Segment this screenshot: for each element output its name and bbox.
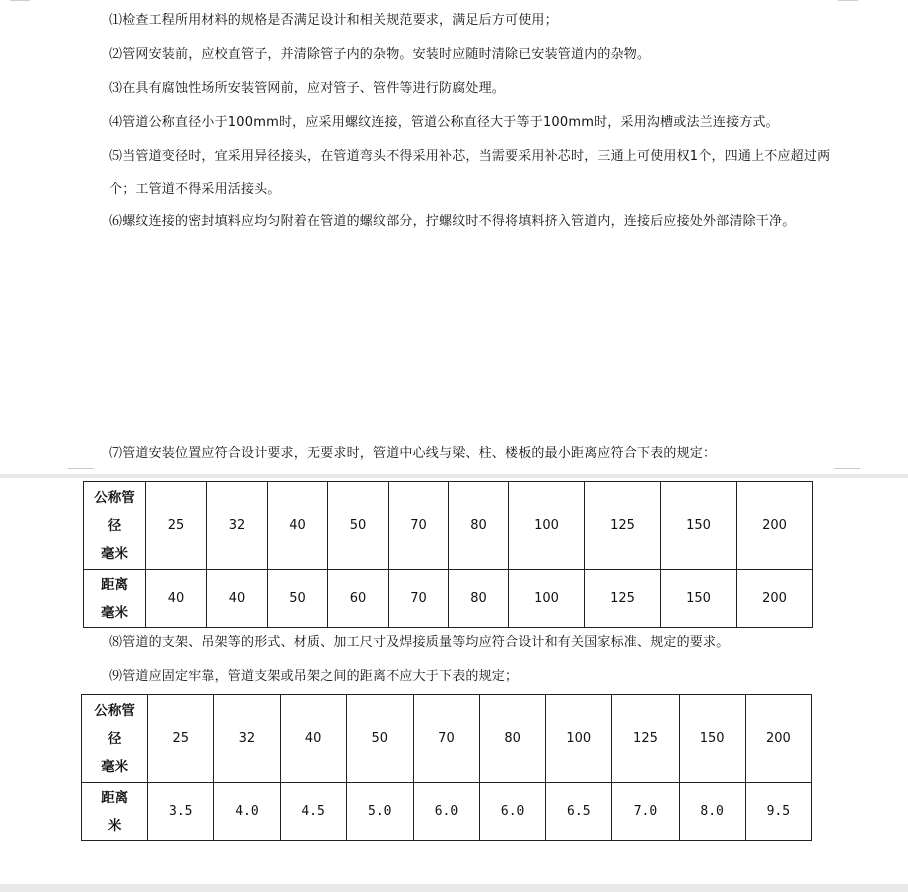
header-cell-distance: 距离 毫米	[84, 570, 146, 628]
distance-cell: 200	[737, 570, 813, 628]
table-row	[82, 783, 812, 841]
table-row	[84, 570, 813, 628]
diameter-cell: 150	[661, 482, 737, 570]
distance-cell: 125	[585, 570, 661, 628]
distance-cell: 60	[328, 570, 389, 628]
page-top-rule-left	[10, 0, 30, 1]
distance-cell: 6.0	[480, 783, 546, 841]
paragraph-7: ⑺管道安装位置应符合设计要求，无要求时，管道中心线与梁、柱、楼板的最小距离应符合下表的规定：	[109, 446, 717, 461]
diameter-cell: 125	[585, 482, 661, 570]
diameter-cell: 25	[148, 695, 214, 783]
support-spacing-table	[81, 694, 812, 841]
clearance-table	[83, 481, 813, 628]
header-cell-nominal-diameter: 公称管 径 毫米	[84, 482, 146, 570]
header-cell-distance: 距离 米	[82, 783, 148, 841]
diameter-cell: 40	[280, 695, 346, 783]
paragraph-8: ⑻管道的支架、吊架等的形式、材质、加工尺寸及焊接质量等均应符合设计和有关国家标准、规定的要求。	[109, 635, 730, 650]
diameter-cell: 80	[480, 695, 546, 783]
paragraph-2: ⑵管网安装前，应校直管子，并清除管子内的杂物。安装时应随时清除已安装管道内的杂物。	[109, 47, 651, 62]
distance-cell: 6.5	[546, 783, 612, 841]
distance-cell: 100	[509, 570, 585, 628]
table-row	[84, 482, 813, 570]
table-row	[82, 695, 812, 783]
distance-cell: 8.0	[679, 783, 745, 841]
distance-cell: 6.0	[413, 783, 479, 841]
distance-cell: 5.0	[346, 783, 413, 841]
diameter-cell: 125	[612, 695, 679, 783]
diameter-cell: 50	[346, 695, 413, 783]
paragraph-6: ⑹螺纹连接的密封填料应均匀附着在管道的螺纹部分，拧螺纹时不得将填料挤入管道内，连接后应接处外部清除干净。	[109, 214, 796, 229]
diameter-cell: 70	[389, 482, 449, 570]
distance-cell: 80	[449, 570, 509, 628]
diameter-cell: 200	[737, 482, 813, 570]
diameter-cell: 40	[268, 482, 328, 570]
diameter-cell: 80	[449, 482, 509, 570]
diameter-cell: 100	[546, 695, 612, 783]
diameter-cell: 32	[214, 695, 280, 783]
paragraph-5: ⑸当管道变径时，宜采用异径接头，在管道弯头不得采用补芯，当需要采用补芯时，三通上可使用权1个，四通上不应超过两个；工管道不得采用活接头。	[109, 149, 831, 197]
diameter-cell: 200	[745, 695, 811, 783]
distance-cell: 70	[389, 570, 449, 628]
distance-cell: 4.5	[280, 783, 346, 841]
paragraph-9: ⑼管道应固定牢靠，管道支架或吊架之间的距离不应大于下表的规定；	[109, 669, 519, 684]
diameter-cell: 150	[679, 695, 745, 783]
diameter-cell: 50	[328, 482, 389, 570]
header-cell-nominal-diameter: 公称管 径 毫米	[82, 695, 148, 783]
diameter-cell: 70	[413, 695, 479, 783]
distance-cell: 4.0	[214, 783, 280, 841]
distance-cell: 40	[207, 570, 268, 628]
paragraph-4: ⑷管道公称直径小于100mm时，应采用螺纹连接，管道公称直径大于等于100mm时，采用沟槽或法兰连接方式。	[109, 115, 779, 130]
paragraph-3: ⑶在具有腐蚀性场所安装管网前，应对管子、管件等进行防腐处理。	[109, 81, 506, 96]
distance-cell: 9.5	[745, 783, 811, 841]
distance-cell: 150	[661, 570, 737, 628]
diameter-cell: 25	[146, 482, 207, 570]
diameter-cell: 32	[207, 482, 268, 570]
page-top-rule-right	[838, 0, 858, 1]
page-bottom-gap	[0, 884, 908, 892]
diameter-cell: 100	[509, 482, 585, 570]
distance-cell: 50	[268, 570, 328, 628]
distance-cell: 40	[146, 570, 207, 628]
distance-cell: 7.0	[612, 783, 679, 841]
distance-cell: 3.5	[148, 783, 214, 841]
document-page-2	[0, 478, 908, 884]
paragraph-1: ⑴检查工程所用材料的规格是否满足设计和相关规范要求，满足后方可使用；	[109, 13, 558, 28]
